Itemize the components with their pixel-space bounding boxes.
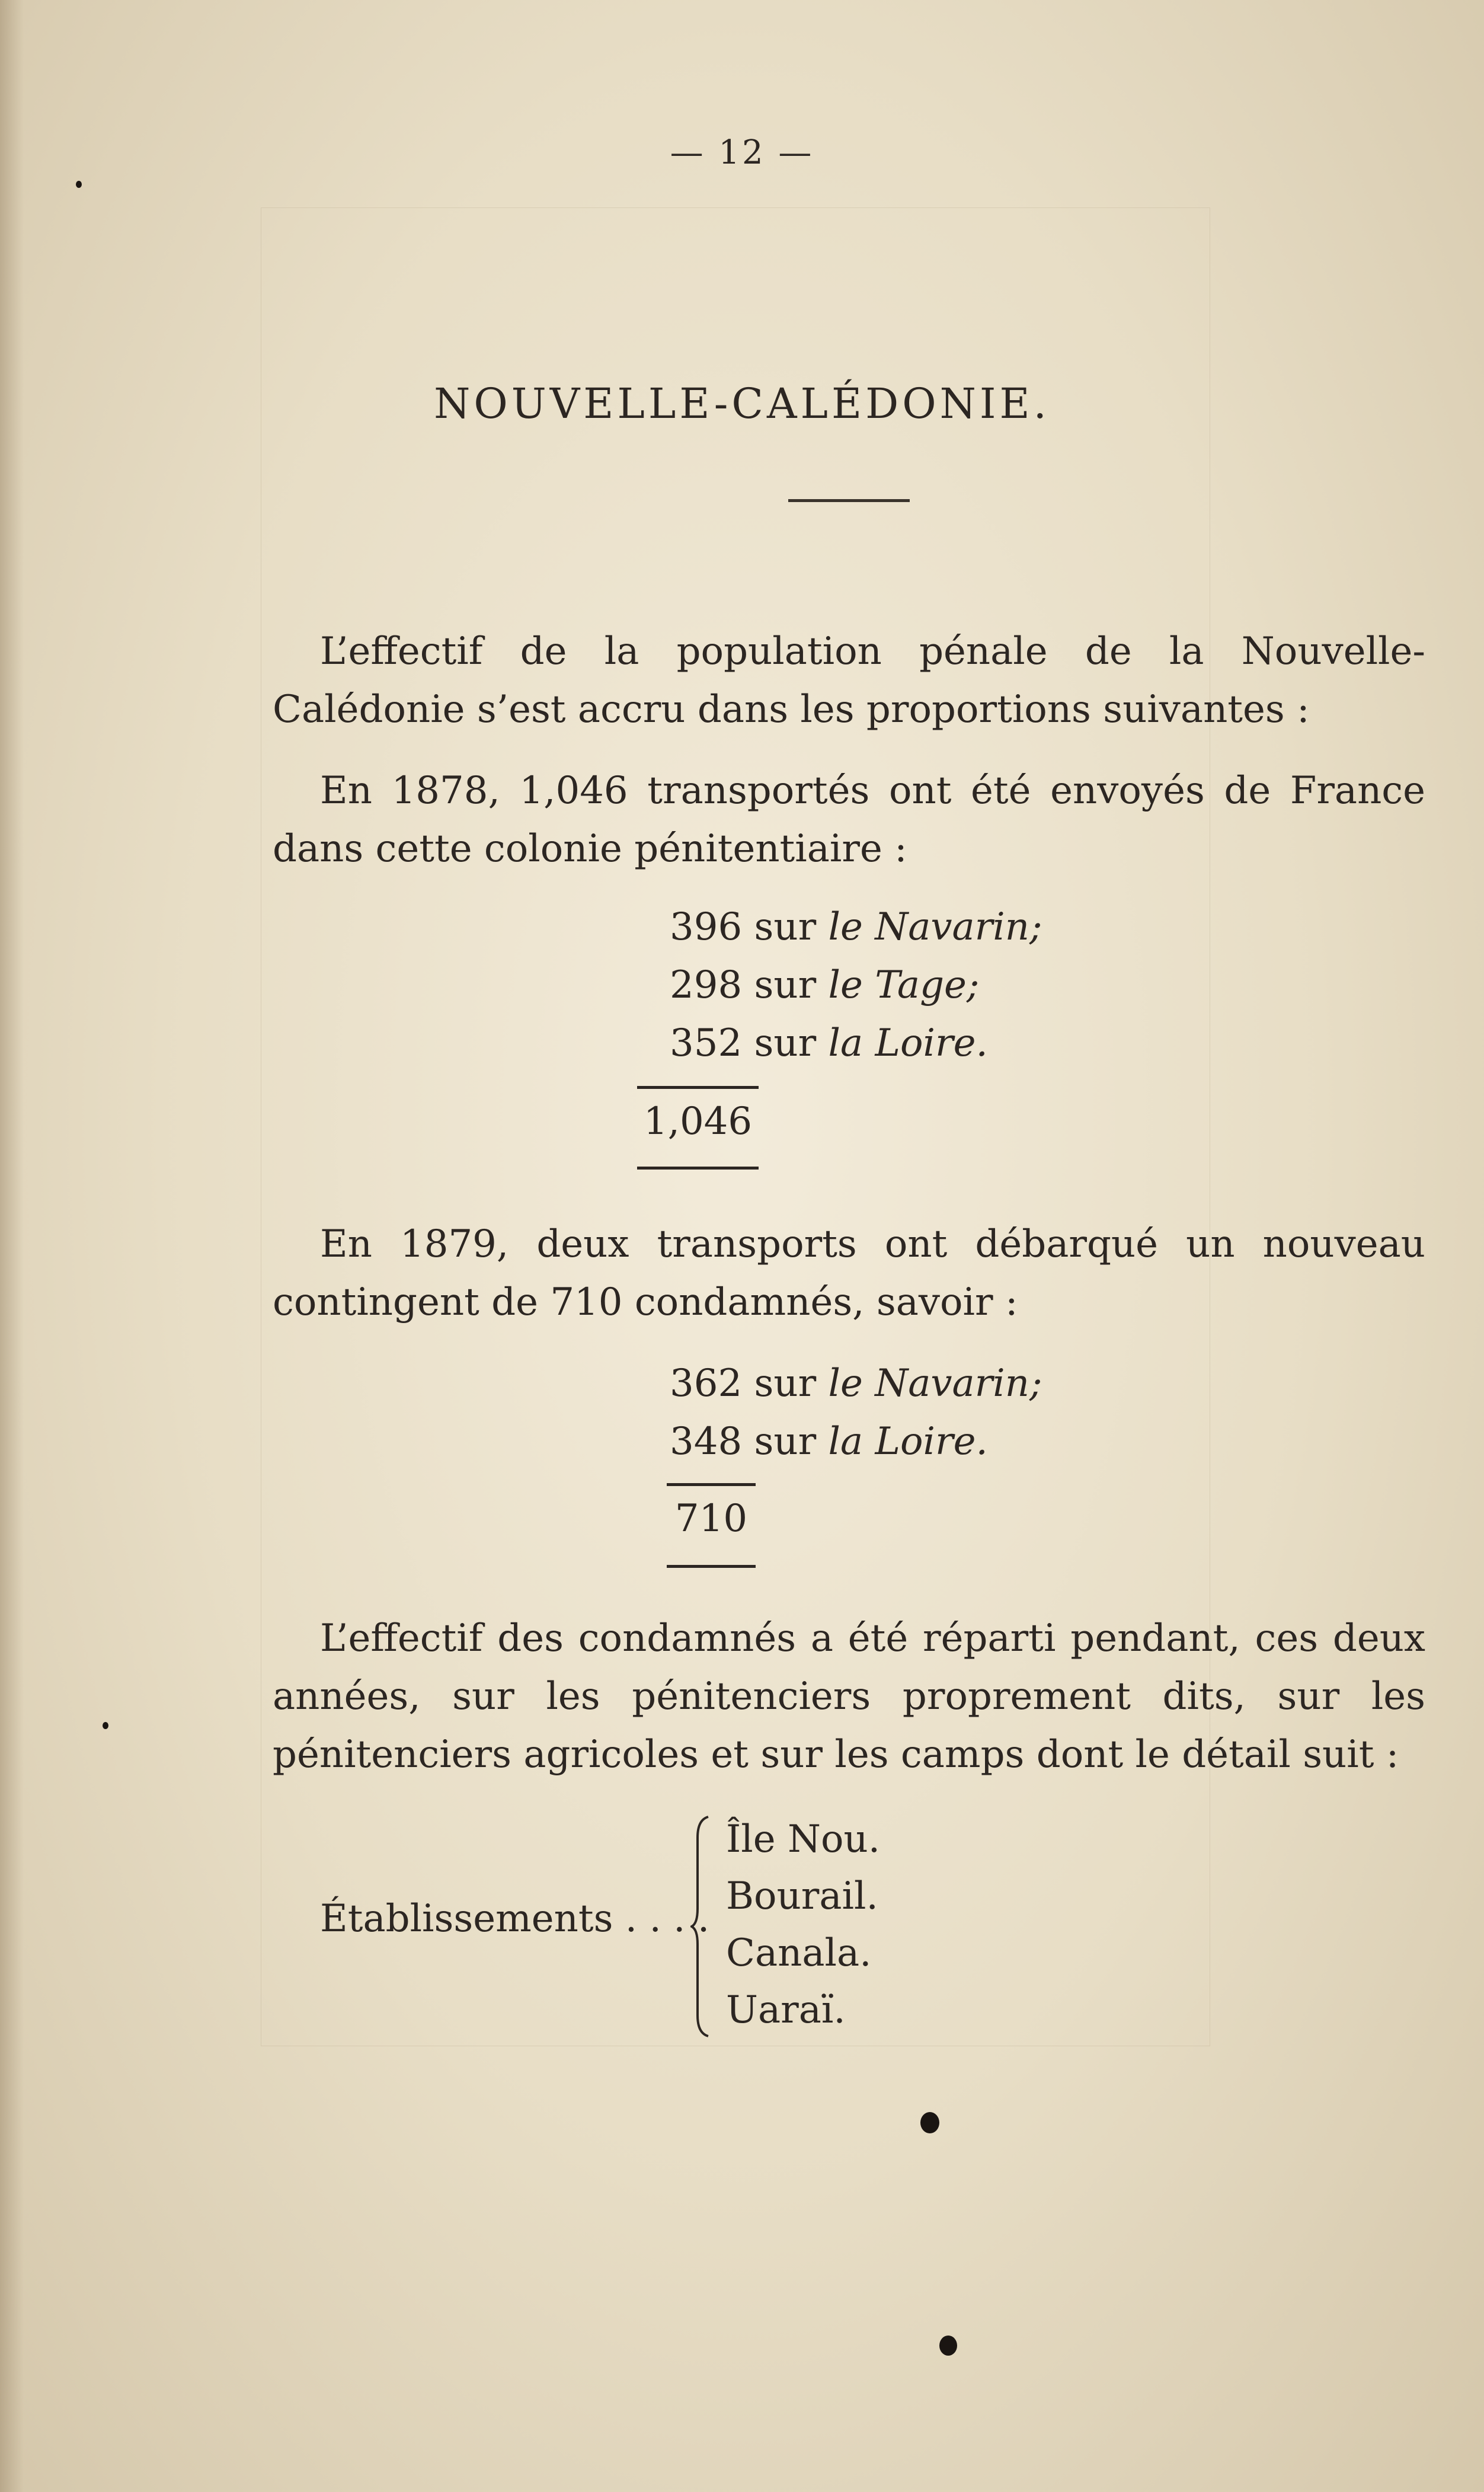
sum-rule-bottom [637,1167,759,1170]
list-item [670,898,1042,956]
total-1878: 1,046 [643,1100,753,1143]
list-ship: le Navarin; [828,1362,1042,1405]
paragraph-1879-text: En 1879, deux transports ont débarqué un nouveau contingent de 710 condamnés, savoir : [273,1222,1425,1324]
ink-spot [76,181,82,188]
page-title: NOUVELLE-CALÉDONIE. [434,379,1050,428]
list-count: 362 [670,1362,743,1405]
curly-brace [690,1814,714,2039]
sum-rule-top [637,1086,759,1089]
total-1879: 710 [674,1497,748,1541]
title-rule [788,499,910,502]
sum-rule-top [667,1483,756,1486]
list-prep: sur [754,1420,817,1464]
paragraph-intro [273,622,1425,739]
paragraph-1878-text: En 1878, 1,046 transportés ont été envoyés de France dans cette colonie pénitentiaire : [273,769,1425,871]
list-ship: le Tage; [828,963,980,1007]
sum-rule-bottom [667,1565,756,1568]
list-count: 348 [670,1420,743,1464]
paragraph-repartition [273,1609,1425,1784]
list-prep: sur [754,963,817,1007]
list-prep: sur [754,905,817,949]
ink-spot [103,1722,108,1729]
ink-spot [939,2336,957,2356]
list-ship: la Loire. [828,1420,988,1464]
page-number: — 12 — [670,133,814,172]
paragraph-intro-text: L’effectif de la population pénale de la Nouvelle-Calédonie s’est accru dans les proportions suivantes : [273,630,1425,731]
list-ship: la Loire. [828,1021,988,1065]
list-item [670,1014,1042,1072]
list-count: 298 [670,963,743,1007]
ink-spot [920,2112,939,2133]
list-1879 [670,1354,1042,1471]
paragraph-repartition-text: L’effectif des condamnés a été réparti pendant, ces deux années, sur les pénitenciers proprement dits, sur les pénitenciers agricoles et sur les camps dont le détail suit : [273,1616,1425,1777]
list-item [670,956,1042,1014]
establishments-label: Établissements . . . . [320,1897,710,1941]
page-edge-shadow [0,0,24,2492]
list-item [670,1413,1042,1471]
list-count: 396 [670,905,743,949]
list-prep: sur [754,1021,817,1065]
list-prep: sur [754,1362,817,1405]
list-count: 352 [670,1021,743,1065]
establishment-item: Bourail. [726,1874,878,1918]
list-item [670,1354,1042,1413]
list-ship: le Navarin; [828,905,1042,949]
establishment-item: Canala. [726,1931,872,1975]
paragraph-1878 [273,762,1425,878]
establishment-item: Uaraï. [726,1988,846,2032]
paragraph-1879 [273,1215,1425,1331]
establishments-list [726,1811,880,2039]
establishment-item: Île Nou. [726,1817,881,1861]
list-1878 [670,898,1042,1072]
